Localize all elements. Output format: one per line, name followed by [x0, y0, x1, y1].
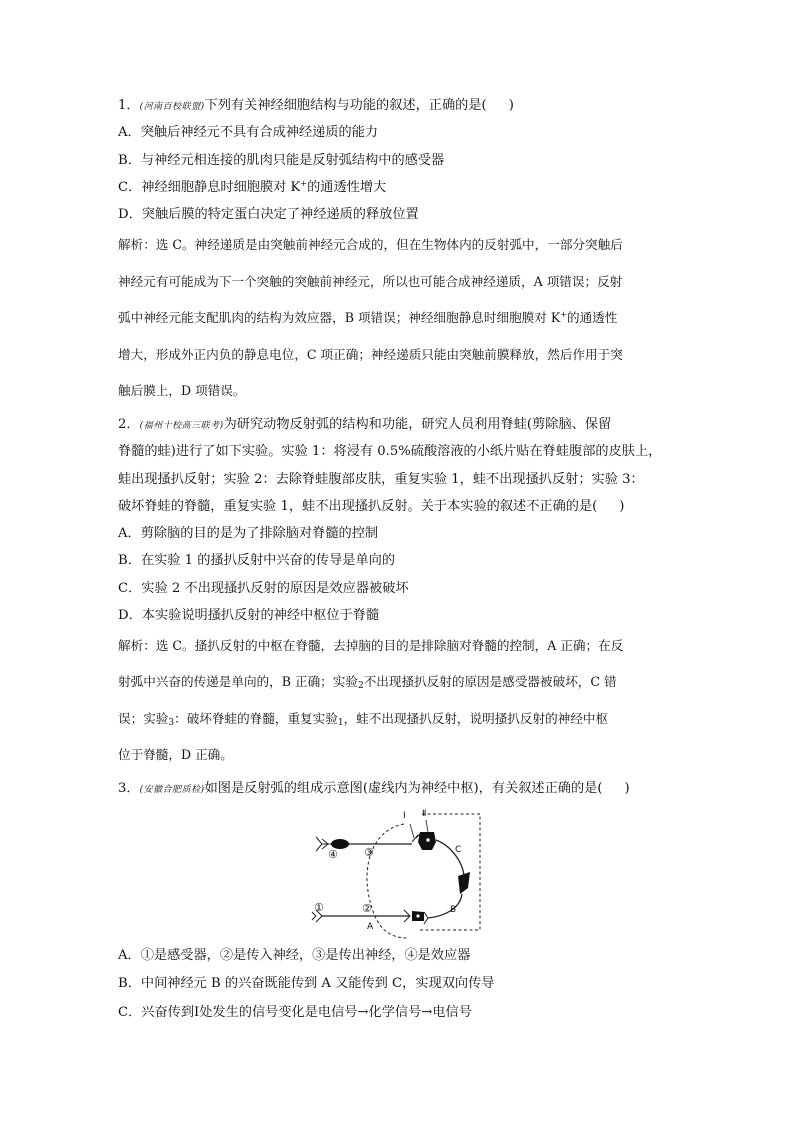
effector-ending [316, 837, 322, 851]
label-roman-2: Ⅱ [422, 809, 427, 819]
q2-option-b: B．在实验 1 的搔扒反射中兴奋的传导是单向的 [118, 553, 396, 568]
interneuron-b-fiber [428, 894, 462, 918]
q2-analysis-line: 射弧中兴奋的传递是单向的，B 正确；实验$_2$不出现搔扒反射的原因是感受器被破坏，C 错 [118, 674, 617, 691]
q1-stem-text: 下列有关神经细胞结构与功能的叙述，正确的是( [204, 98, 487, 113]
q2-option-a: A．剪除脑的目的是为了排除脑对脊髓的控制 [118, 526, 379, 541]
q1-option-c: C．神经细胞静息时细胞膜对 K+的通透性增大 [118, 179, 387, 195]
q1-source: (河南百校联盟) [139, 102, 205, 112]
q1-option-a: A．突触后神经元不具有合成神经递质的能力 [118, 125, 379, 140]
q1-number: 1． [118, 98, 140, 113]
q3-option-a: A．①是感受器，②是传入神经，③是传出神经，④是效应器 [118, 948, 471, 963]
q1-analysis-line: 解析：选 C。神经递质是由突触前神经元合成的，但在生物体内的反射弧中，一部分突触后 [118, 237, 623, 252]
q3-option-b: B．中间神经元 B 的兴奋既能传到 A 又能传到 C，实现双向传导 [118, 976, 495, 991]
q2-analysis-line: 位于脊髓，D 正确。 [118, 747, 233, 762]
q1-analysis-line: 增大，形成外正内负的静息电位，C 项正确；神经递质只能由突触前膜释放，然后作用于突 [118, 347, 623, 362]
reflex-arc-figure [300, 802, 500, 940]
q1-stem: 1．(河南百校联盟)下列有关神经细胞结构与功能的叙述，正确的是( ) [118, 98, 514, 113]
label-roman-1: Ⅰ [403, 811, 406, 821]
q2-stem-line: 破坏脊蛙的脊髓，重复实验 1，蛙不出现搔扒反射。关于本实验的叙述不正确的是( ) [118, 499, 625, 514]
label-2: ② [362, 902, 372, 915]
q2-number: 2． [118, 417, 140, 432]
q2-stem-line: 脊髓的蛙)进行了如下实验。实验 1：将浸有 0.5%硫酸溶液的小纸片贴在脊蛙腹部的皮肤上， [118, 444, 662, 459]
q2-stem: 2．(福州十校高三联考)为研究动物反射弧的结构和功能，研究人员利用脊蛙(剪除脑、保留 [118, 417, 612, 432]
q1-analysis-line: 弧中神经元能支配肌肉的结构为效应器，B 项错误；神经细胞静息时细胞膜对 K+的通透性 [118, 310, 618, 325]
q2-option-d: D．本实验说明搔扒反射的神经中枢位于脊髓 [118, 608, 380, 623]
q1-analysis-line: 触后膜上，D 项错误。 [118, 383, 246, 398]
q3-source: (安徽合肥质检) [139, 785, 205, 795]
q3-option-c: C．兴奋传到Ⅰ处发生的信号变化是电信号→化学信号→电信号 [118, 1005, 472, 1020]
q2-option-c: C．实验 2 不出现搔扒反射的原因是效应器被破坏 [118, 581, 409, 596]
label-4: ④ [328, 848, 338, 861]
label-3: ③ [364, 846, 374, 859]
q1-option-b: B．与神经元相连接的肌肉只能是反射弧结构中的感受器 [118, 153, 445, 168]
q1-analysis-line: 神经元有可能成为下一个突触的突触前神经元，所以也可能合成神经递质，A 项错误；反射 [118, 274, 623, 289]
q3-number: 3． [118, 781, 140, 796]
label-a: A [367, 922, 374, 932]
q2-analysis-line: 误；实验$_3$：破坏脊蛙的脊髓，重复实验$_1$，蛙不出现搔扒反射，说明搔扒反射的神经中枢 [118, 711, 609, 728]
interneuron-b-body [458, 872, 470, 894]
q2-analysis-line: 解析：选 C。搔扒反射的中枢在脊髓，去掉脑的目的是排除脑对脊髓的控制，A 正确；在反 [118, 638, 624, 653]
label-b: B [450, 905, 457, 915]
label-1: ① [314, 901, 324, 914]
q2-source: (福州十校高三联考) [139, 421, 224, 431]
q2-stem-line: 蛙出现搔扒反射；实验 2：去除脊蛙腹部皮肤，重复实验 1，蛙不出现搔扒反射；实验 3： [118, 472, 644, 487]
q3-stem: 3．(安徽合肥质检)如图是反射弧的组成示意图(虚线内为神经中枢)，有关叙述正确的是( ) [118, 781, 630, 796]
neural-center-boundary [367, 824, 408, 938]
label-c: C [455, 845, 462, 855]
q1-option-d: D．突触后膜的特定蛋白决定了神经递质的释放位置 [118, 207, 419, 222]
